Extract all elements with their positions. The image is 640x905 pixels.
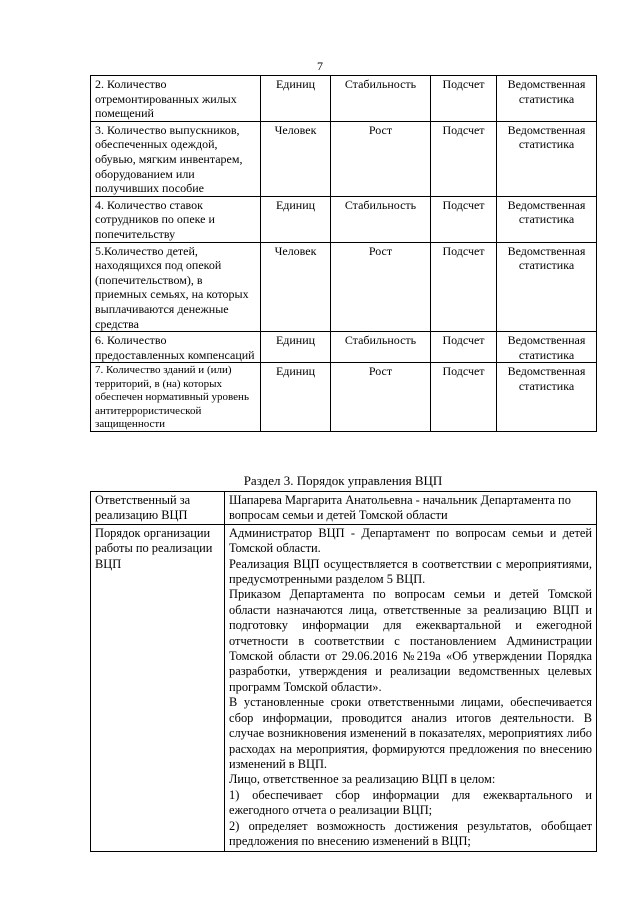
order-label: Порядок организации работы по реализации ВЦП [91,524,225,852]
indicator-source: Ведомственная статистика [497,196,597,242]
indicator-name: 3. Количество выпускников, обеспеченных одеждой, обувью, мягким инвентарем, оборудованием или получивших пособие [91,121,261,196]
indicator-method: Подсчет [431,332,497,363]
indicator-trend: Стабильность [331,196,431,242]
order-paragraph: Администратор ВЦП - Департамент по вопросам семьи и детей Томской области. [229,525,592,556]
indicator-trend: Рост [331,242,431,332]
order-paragraph: Реализация ВЦП осуществляется в соответствии с мероприятиями, предусмотренными разделом 5 ВЦП. [229,556,592,587]
indicator-name: 5.Количество детей, находящихся под опекой (попечительством), в приемных семьях, на которых выплачиваются денежные средства [91,242,261,332]
order-paragraph: Приказом Департамента по вопросам семьи и детей Томской области назначаются лица, ответственные за реализацию ВЦП и подготовку информации для ежеквартальной и ежегодной отчетности в соответствии с постановлением Администрации Томской области от 29.06.2016 №219а «Об утверждении Порядка разработки, утверждения и реализации ведомственных целевых программ Томской области». [229,587,592,694]
indicator-trend: Рост [331,121,431,196]
indicator-row [91,242,597,332]
indicator-source: Ведомственная статистика [497,121,597,196]
indicator-source: Ведомственная статистика [497,76,597,122]
order-text [225,524,597,852]
order-paragraph: 1) обеспечивает сбор информации для ежеквартального и ежегодного отчета о реализации ВЦП; [229,787,592,818]
indicators-table [90,75,597,432]
indicator-name: 6. Количество предоставленных компенсаций [91,332,261,363]
page-number: 7 [317,59,323,73]
section-title: Раздел 3. Порядок управления ВЦП [243,473,443,488]
indicator-method: Подсчет [431,242,497,332]
indicator-trend: Стабильность [331,332,431,363]
indicator-name: 4. Количество ставок сотрудников по опеке и попечительству [91,196,261,242]
indicator-name: 7. Количество зданий и (или) территорий, в (на) которых обеспечен нормативный уровень антитеррористической защищенности [91,363,261,432]
indicator-row [91,76,597,122]
indicator-trend: Стабильность [331,76,431,122]
indicator-method: Подсчет [431,363,497,432]
order-paragraph: В установленные сроки ответственными лицами, обеспечивается сбор информации, проводится анализ итогов деятельности. В случае возникновения изменений в показателях, мероприятиях либо расходах на мероприятия, формируются предложения по внесению изменений в ВЦП. [229,695,592,771]
indicator-source: Ведомственная статистика [497,332,597,363]
indicator-unit: Человек [261,242,331,332]
indicator-unit: Человек [261,121,331,196]
indicator-trend: Рост [331,363,431,432]
indicator-source: Ведомственная статистика [497,363,597,432]
indicator-row [91,196,597,242]
responsible-value: Шапарева Маргарита Анатольевна - начальник Департамента по вопросам семьи и детей Томской области [225,492,597,525]
indicator-unit: Единиц [261,196,331,242]
indicator-row [91,332,597,363]
responsible-row [91,492,597,525]
indicator-method: Подсчет [431,121,497,196]
indicator-method: Подсчет [431,76,497,122]
responsible-label: Ответственный за реализацию ВЦП [91,492,225,525]
indicator-unit: Единиц [261,332,331,363]
indicator-unit: Единиц [261,363,331,432]
indicator-source: Ведомственная статистика [497,242,597,332]
indicator-name: 2. Количество отремонтированных жилых помещений [91,76,261,122]
order-paragraph: 2) определяет возможность достижения результатов, обобщает предложения по внесению изменений в ВЦП; [229,818,592,848]
order-row [91,524,597,852]
order-paragraph: Лицо, ответственное за реализацию ВЦП в целом: [229,772,496,787]
indicator-row [91,363,597,432]
indicator-method: Подсчет [431,196,497,242]
management-table [90,491,597,852]
indicator-row [91,121,597,196]
indicator-unit: Единиц [261,76,331,122]
